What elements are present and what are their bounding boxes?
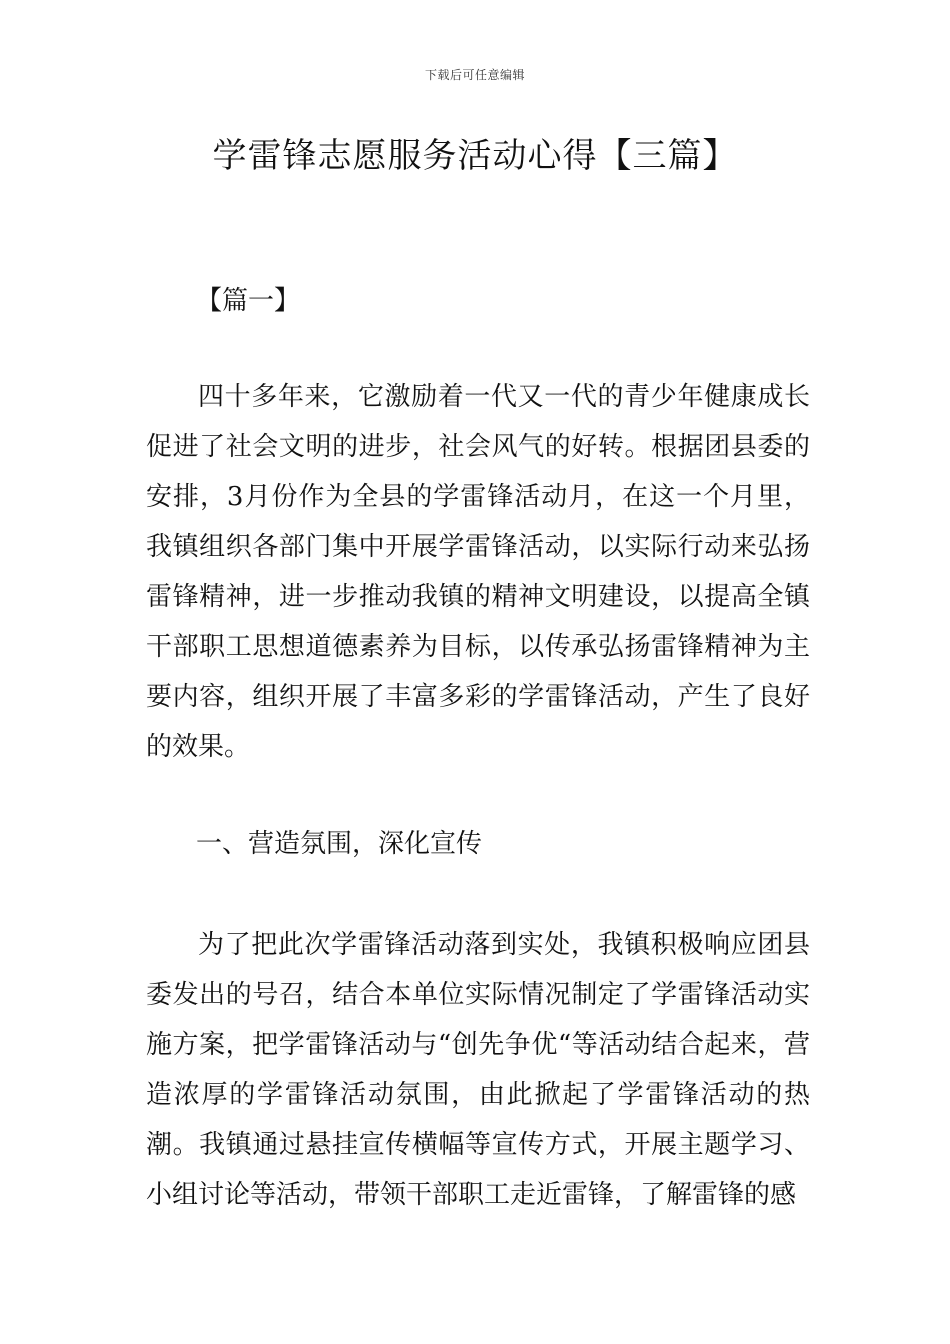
header-note: 下载后可任意编辑 xyxy=(424,68,525,82)
section-heading: 一、营造氛围，深化宣传 xyxy=(196,829,483,859)
section-label: 【篇一】 xyxy=(196,286,301,316)
paragraph: 为了把此次学雷锋活动落到实处，我镇积极响应团县委发出的号召，结合本单位实际情况制定了学雷锋活动实施方案，把学雷锋活动与“创先争优“等活动结合起来，营造浓厚的学雷锋活动氛围，由此掀起了学雷锋活动的热潮。我镇通过悬挂宣传横幅等宣传方式，开展主题学习、小组讨论等活动，带领干部职工走近雷锋，了解雷锋的感 xyxy=(146,930,810,1210)
paragraph: 四十多年来，它激励着一代又一代的青少年健康成长促进了社会文明的进步，社会风气的好转。根据团县委的安排，3月份作为全县的学雷锋活动月，在这一个月里，我镇组织各部门集中开展学雷锋活动，以实际行动来弘扬雷锋精神，进一步推动我镇的精神文明建设，以提高全镇干部职工思想道德素养为目标，以传承弘扬雷锋精神为主要内容，组织开展了丰富多彩的学雷锋活动，产生了良好的效果。 xyxy=(146,382,810,762)
document-title: 学雷锋志愿服务活动心得【三篇】 xyxy=(212,136,738,176)
